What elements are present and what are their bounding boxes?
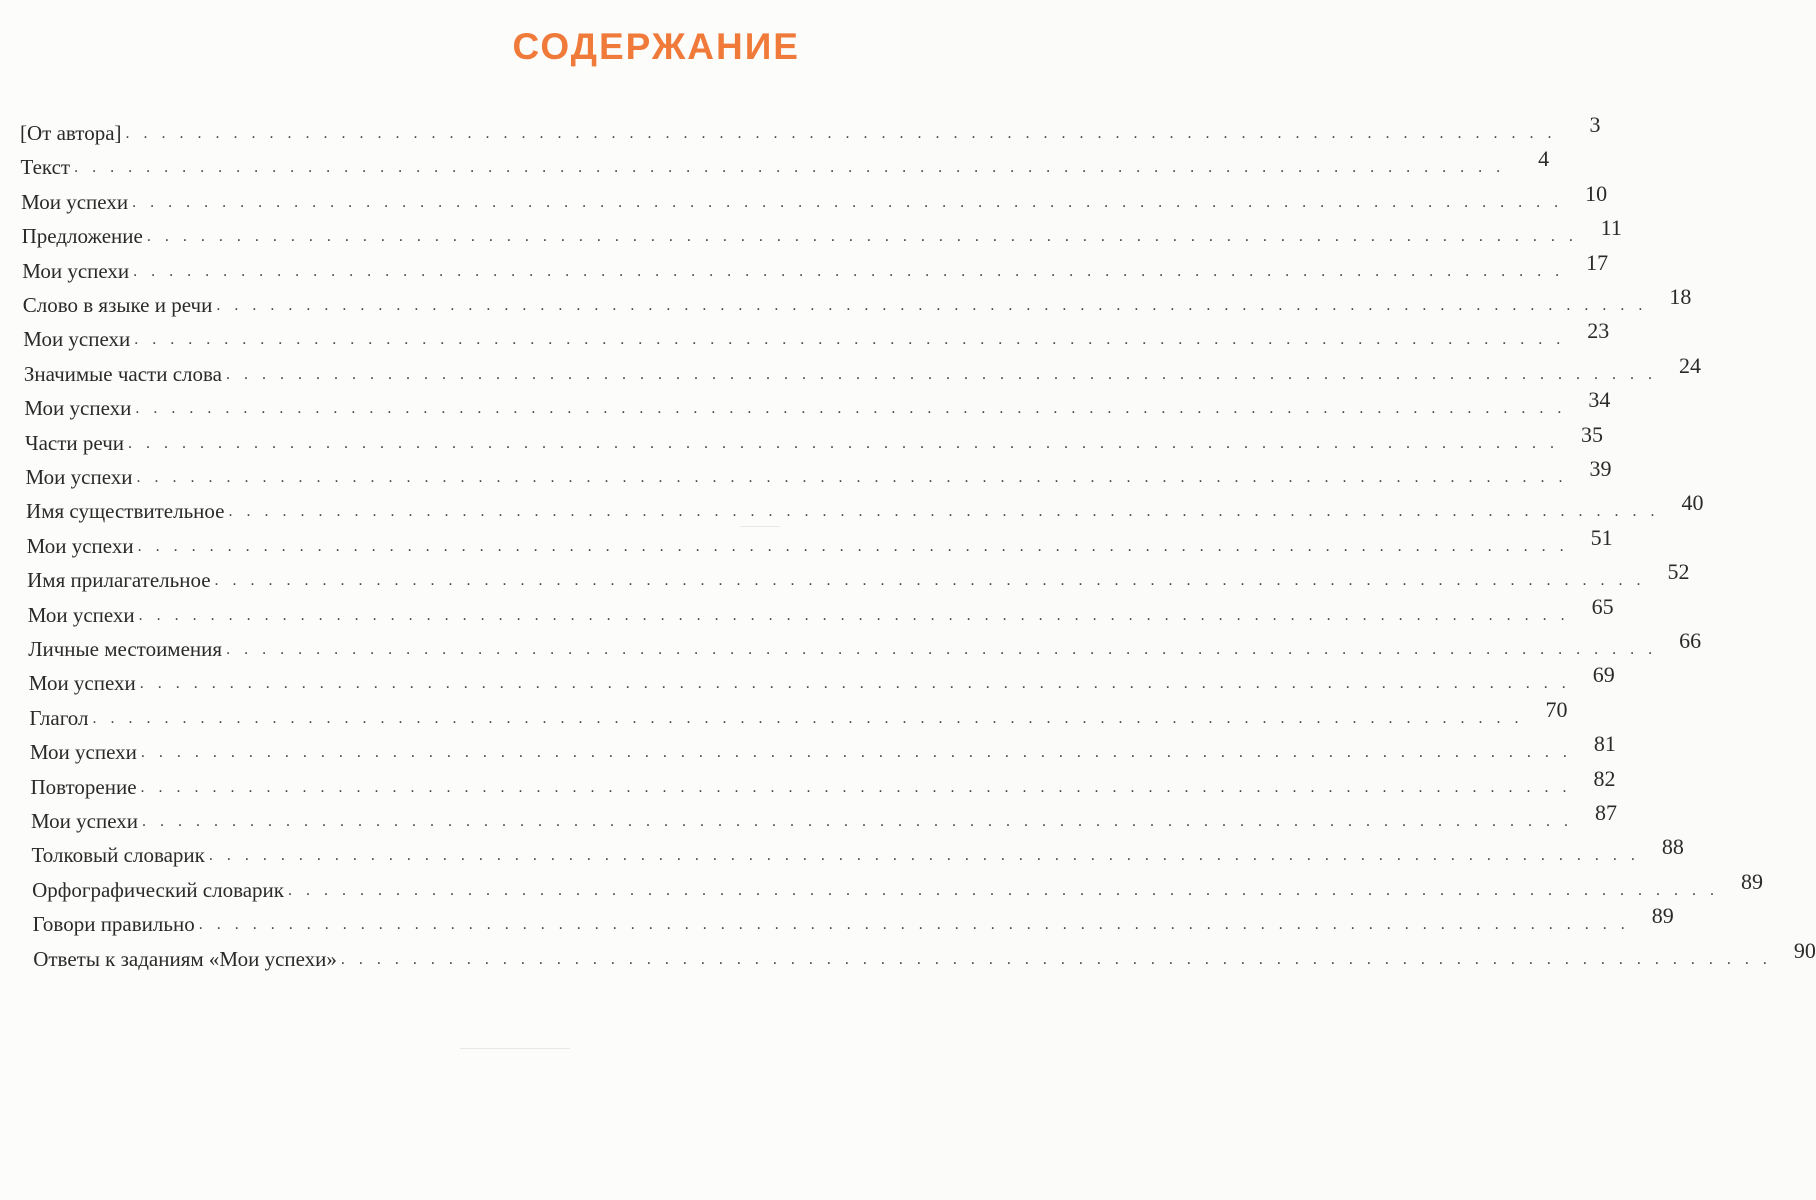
toc-entry-label: Говори правильно: [32, 912, 195, 937]
toc-entry: [27, 593, 1614, 628]
toc-entry: [33, 937, 1816, 972]
toc-entry-label: Части речи: [24, 430, 124, 455]
toc-entry-page: 39: [1589, 456, 1612, 481]
toc-leader-dots: . . . . . . . . . . . . . . . . . . . . . . . . . . . . . . . . . . . . . . . . . . . . . . . . . . . . . . . . . . . . . . . . . . . . . . . . . . . . . . . .: [128, 434, 1559, 452]
toc-leader-dots: . . . . . . . . . . . . . . . . . . . . . . . . . . . . . . . . . . . . . . . . . . . . . . . . . . . . . . . . . . . . . . . . . . . . . . . . . . . . . . . .: [216, 297, 1648, 314]
toc-entry-label: [От автора]: [20, 121, 122, 145]
toc-leader-dots: . . . . . . . . . . . . . . . . . . . . . . . . . . . . . . . . . . . . . . . . . . . . . . . . . . . . . . . . . . . . . . . . . . . . . . . . . . . . . . . .: [135, 400, 1567, 418]
toc-entry: [23, 352, 1701, 387]
toc-entry: [21, 215, 1622, 249]
toc-entry-label: Мои успехи: [23, 327, 131, 352]
toc-entry: [23, 318, 1610, 352]
toc-entry-label: Значимые части слова: [23, 361, 222, 386]
toc-leader-dots: . . . . . . . . . . . . . . . . . . . . . . . . . . . . . . . . . . . . . . . . . . . . . . . . . . . . . . . . . . . . . . . . . . . . . . . . . . . . . . . .: [214, 572, 1646, 590]
toc-leader-dots: . . . . . . . . . . . . . . . . . . . . . . . . . . . . . . . . . . . . . . . . . . . . . . . . . . . . . . . . . . . . . . . . . . . . . . . . . . . . . . . .: [134, 331, 1566, 349]
toc-leader-dots: . . . . . . . . . . . . . . . . . . . . . . . . . . . . . . . . . . . . . . . . . . . . . . . . . . . . . . . . . . . . . . . . . . . . . . . . . . . . . . . .: [74, 159, 1506, 177]
toc-entry-label: Мои успехи: [29, 740, 137, 765]
toc-entry: [26, 524, 1613, 559]
toc-entry-page: 81: [1593, 731, 1616, 757]
page-title: СОДЕРЖАНИЕ: [512, 26, 800, 67]
toc-entry: [24, 387, 1611, 421]
toc-entry: [24, 421, 1603, 456]
toc-entry: [29, 731, 1616, 765]
toc-entry: [21, 180, 1608, 215]
toc-leader-dots: . . . . . . . . . . . . . . . . . . . . . . . . . . . . . . . . . . . . . . . . . . . . . . . . . . . . . . . . . . . . . . . . . . . . . . . . . . . . . . . .: [140, 744, 1572, 762]
toc-entry-label: Текст: [20, 155, 71, 180]
toc-entry-page: 4: [1538, 146, 1550, 172]
toc-entry-page: 10: [1585, 180, 1608, 206]
toc-entry-page: 66: [1679, 628, 1702, 653]
toc-entry-label: Мои успехи: [24, 396, 132, 421]
toc-entry-label: Мои успехи: [27, 602, 135, 627]
toc-leader-dots: . . . . . . . . . . . . . . . . . . . . . . . . . . . . . . . . . . . . . . . . . . . . . . . . . . . . . . . . . . . . . . . . . . . . . . . . . . . . . . . .: [137, 537, 1569, 555]
toc-entry-page: 69: [1592, 662, 1615, 688]
toc-entry-page: 82: [1593, 765, 1616, 791]
toc-leader-dots: . . . . . . . . . . . . . . . . . . . . . . . . . . . . . . . . . . . . . . . . . . . . . . . . . . . . . . . . . . . . . . . . . . . . . . . . . . . . . . . .: [198, 916, 1630, 934]
toc-entry-label: Мои успехи: [31, 809, 138, 833]
toc-entry: [30, 765, 1616, 800]
toc-entry: [31, 800, 1617, 834]
toc-entry-label: Глагол: [29, 705, 89, 730]
toc-entry-label: Повторение: [30, 774, 137, 799]
toc-entry: [28, 628, 1702, 662]
toc-entry-page: 17: [1586, 249, 1609, 275]
toc-entry-page: 90: [1793, 937, 1816, 963]
toc-entry-page: 11: [1600, 215, 1622, 241]
toc-entry-page: 24: [1678, 352, 1701, 378]
toc-leader-dots: . . . . . . . . . . . . . . . . . . . . . . . . . . . . . . . . . . . . . . . . . . . . . . . . . . . . . . . . . . . . . . . . . . . . . . . . . . . . . . . .: [125, 125, 1557, 142]
toc-entry-label: Имя прилагательное: [27, 568, 211, 593]
toc-entry: [25, 456, 1612, 490]
toc-entry: [28, 662, 1615, 696]
toc-entry-page: 65: [1591, 593, 1614, 619]
toc-entry-page: 89: [1741, 868, 1764, 894]
toc-entry-page: 52: [1667, 559, 1690, 585]
toc-entry-page: 34: [1588, 387, 1611, 413]
toc-entry-label: Слово в языке и речи: [22, 293, 213, 317]
toc-entry: [32, 868, 1764, 903]
toc-leader-dots: . . . . . . . . . . . . . . . . . . . . . . . . . . . . . . . . . . . . . . . . . . . . . . . . . . . . . . . . . . . . . . . . . . . . . . . . . . . . . . . .: [208, 847, 1640, 865]
toc-entry-page: 35: [1581, 421, 1603, 447]
toc-entry-page: 89: [1651, 903, 1674, 929]
toc-entry: [22, 284, 1692, 318]
toc-entry: [20, 146, 1550, 180]
scan-mark: [460, 1048, 570, 1049]
toc-entry: [29, 696, 1568, 731]
toc-entry-label: Мои успехи: [28, 671, 136, 696]
toc-leader-dots: . . . . . . . . . . . . . . . . . . . . . . . . . . . . . . . . . . . . . . . . . . . . . . . . . . . . . . . . . . . . . . . . . . . . . . . . . . . . . . . .: [340, 950, 1772, 968]
toc-entry-label: Орфографический словарик: [32, 877, 285, 902]
toc-entry: [26, 490, 1704, 524]
toc-entry: [27, 559, 1690, 593]
toc-entry-label: Ответы к заданиям «Мои успехи»: [33, 946, 337, 971]
toc-leader-dots: . . . . . . . . . . . . . . . . . . . . . . . . . . . . . . . . . . . . . . . . . . . . . . . . . . . . . . . . . . . . . . . . . . . . . . . . . . . . . . . .: [138, 606, 1570, 624]
toc-entry-label: Мои успехи: [21, 189, 129, 214]
toc-entry-page: 87: [1594, 800, 1617, 825]
toc-entry-label: Предложение: [21, 224, 143, 249]
toc-entry-page: 18: [1669, 284, 1692, 309]
toc-entry-page: 40: [1681, 490, 1704, 516]
toc-entry-page: 51: [1590, 524, 1613, 550]
toc-entry-label: Толковый словарик: [31, 843, 205, 868]
toc-leader-dots: . . . . . . . . . . . . . . . . . . . . . . . . . . . . . . . . . . . . . . . . . . . . . . . . . . . . . . . . . . . . . . . . . . . . . . . . . . . . . . . .: [226, 641, 1658, 658]
toc-leader-dots: . . . . . . . . . . . . . . . . . . . . . . . . . . . . . . . . . . . . . . . . . . . . . . . . . . . . . . . . . . . . . . . . . . . . . . . . . . . . . . . .: [288, 881, 1720, 899]
toc-entry-page: 70: [1545, 696, 1568, 722]
toc-leader-dots: . . . . . . . . . . . . . . . . . . . . . . . . . . . . . . . . . . . . . . . . . . . . . . . . . . . . . . . . . . . . . . . . . . . . . . . . . . . . . . . .: [92, 709, 1524, 727]
toc-leader-dots: . . . . . . . . . . . . . . . . . . . . . . . . . . . . . . . . . . . . . . . . . . . . . . . . . . . . . . . . . . . . . . . . . . . . . . . . . . . . . . . .: [132, 193, 1564, 211]
toc-leader-dots: . . . . . . . . . . . . . . . . . . . . . . . . . . . . . . . . . . . . . . . . . . . . . . . . . . . . . . . . . . . . . . . . . . . . . . . . . . . . . . . .: [146, 228, 1578, 246]
toc-entry-page: 88: [1661, 834, 1684, 860]
toc-entry-label: Мои успехи: [22, 258, 130, 283]
toc-entry-label: Имя существительное: [26, 499, 225, 524]
toc-entry-label: Мои успехи: [25, 465, 133, 489]
toc-entry-label: Мои успехи: [26, 533, 134, 558]
toc-leader-dots: . . . . . . . . . . . . . . . . . . . . . . . . . . . . . . . . . . . . . . . . . . . . . . . . . . . . . . . . . . . . . . . . . . . . . . . . . . . . . . . .: [228, 503, 1660, 521]
toc-leader-dots: . . . . . . . . . . . . . . . . . . . . . . . . . . . . . . . . . . . . . . . . . . . . . . . . . . . . . . . . . . . . . . . . . . . . . . . . . . . . . . . .: [141, 813, 1573, 830]
toc-leader-dots: . . . . . . . . . . . . . . . . . . . . . . . . . . . . . . . . . . . . . . . . . . . . . . . . . . . . . . . . . . . . . . . . . . . . . . . . . . . . . . . .: [140, 778, 1572, 796]
toc-leader-dots: . . . . . . . . . . . . . . . . . . . . . . . . . . . . . . . . . . . . . . . . . . . . . . . . . . . . . . . . . . . . . . . . . . . . . . . . . . . . . . . .: [139, 675, 1571, 693]
toc-entry: [22, 249, 1609, 284]
toc-leader-dots: . . . . . . . . . . . . . . . . . . . . . . . . . . . . . . . . . . . . . . . . . . . . . . . . . . . . . . . . . . . . . . . . . . . . . . . . . . . . . . . .: [136, 469, 1568, 486]
toc-entry: [32, 903, 1674, 937]
toc-entry-page: 23: [1587, 318, 1610, 344]
toc-entry-label: Личные местоимения: [28, 637, 223, 661]
toc-leader-dots: . . . . . . . . . . . . . . . . . . . . . . . . . . . . . . . . . . . . . . . . . . . . . . . . . . . . . . . . . . . . . . . . . . . . . . . . . . . . . . . .: [133, 262, 1565, 280]
toc-entry: [20, 112, 1601, 146]
toc-entry-page: 3: [1589, 112, 1601, 137]
toc-leader-dots: . . . . . . . . . . . . . . . . . . . . . . . . . . . . . . . . . . . . . . . . . . . . . . . . . . . . . . . . . . . . . . . . . . . . . . . . . . . . . . . .: [225, 365, 1657, 383]
toc-entry: [31, 834, 1684, 868]
